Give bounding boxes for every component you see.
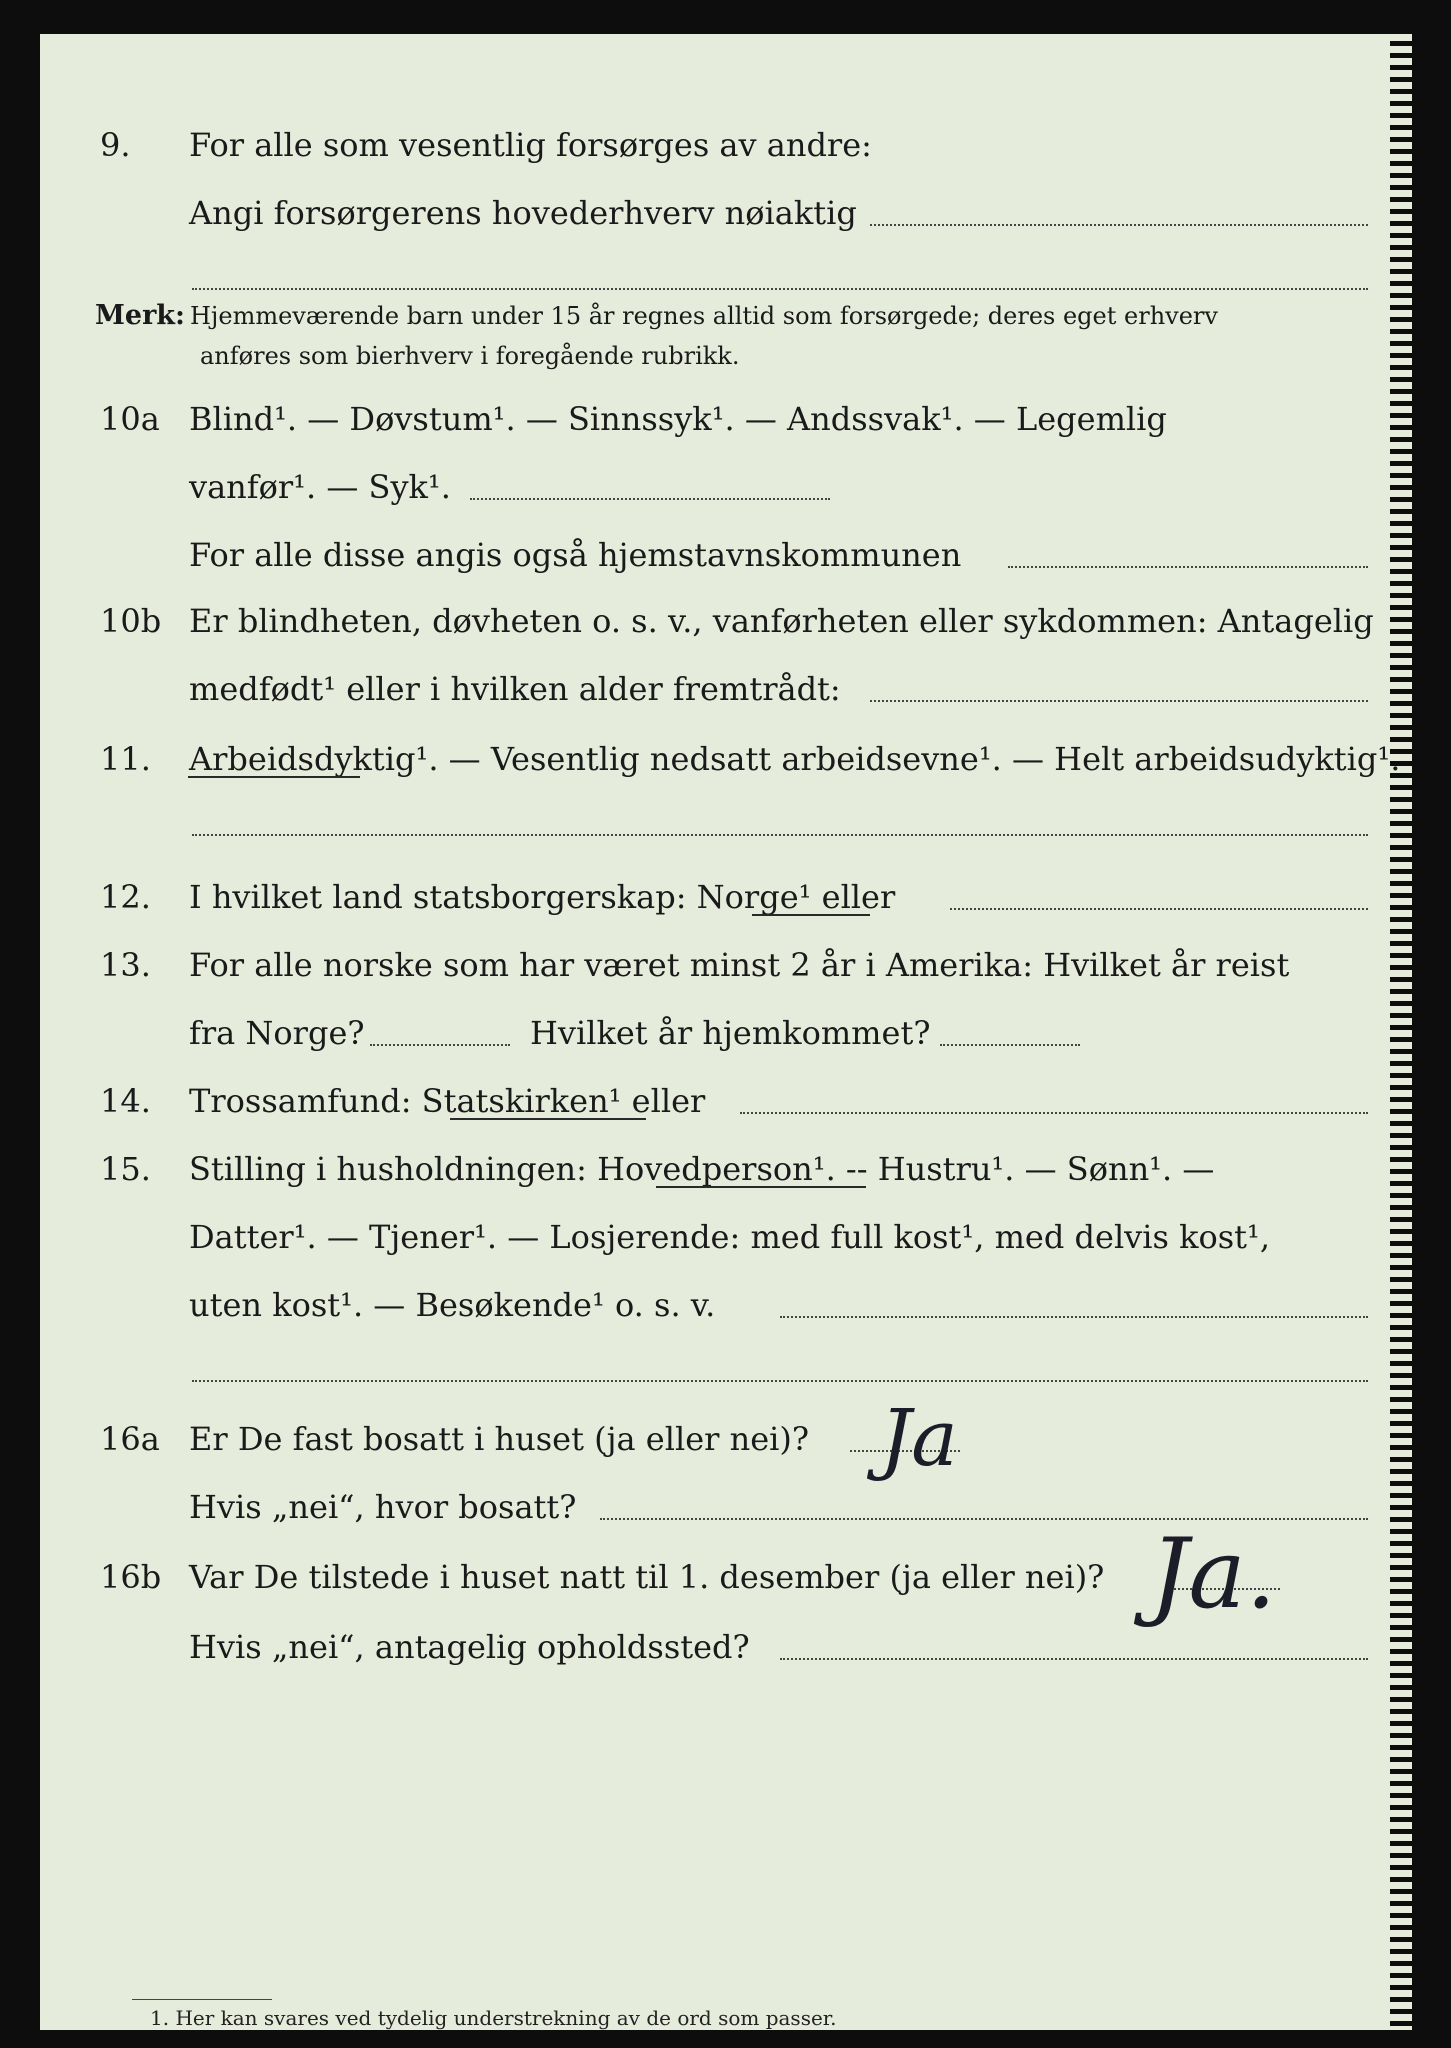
q12-text: I hvilket land statsborgerskap: Norge¹ eller	[189, 878, 896, 916]
q13-answer-field-right[interactable]	[940, 1044, 1080, 1046]
q16b-text: Var De tilstede i huset natt til 1. desember (ja eller nei)?	[189, 1558, 1105, 1596]
q9-answer-field[interactable]	[870, 224, 1368, 226]
q10a-text-2: vanfør¹. — Syk¹.	[189, 468, 451, 506]
census-form-page	[40, 34, 1412, 2030]
q13-text: For alle norske som har været minst 2 år i Amerika: Hvilket år reist	[189, 946, 1290, 984]
q11-text: Arbeidsdyktig¹. — Vesentlig nedsatt arbeidsevne¹. — Helt arbeidsudyktig¹.	[189, 740, 1401, 778]
q13-text-2a: fra Norge?	[189, 1014, 365, 1052]
q13-text-2b: Hvilket år hjemkommet?	[530, 1014, 931, 1052]
q9-text-2: Angi forsørgerens hovederhverv nøiaktig	[189, 194, 857, 232]
q10b-answer-field[interactable]	[870, 700, 1368, 702]
merk-text-2: anføres som bierhverv i foregående rubrikk.	[200, 342, 740, 370]
q15-underline-mark	[656, 1186, 866, 1188]
q9-number: 9.	[100, 126, 131, 164]
q10a-answer-field[interactable]	[470, 498, 830, 500]
q16a-handwritten-answer: Ja	[880, 1394, 958, 1484]
footnote-rule	[132, 1999, 272, 2000]
q14-underline-mark	[450, 1118, 646, 1120]
q15-number: 15.	[100, 1150, 151, 1188]
q12-underline-mark	[752, 914, 870, 916]
q9-text: For alle som vesentlig forsørges av andre:	[189, 126, 872, 164]
q16b-handwritten-answer: Ja.	[1150, 1518, 1277, 1630]
q10b-number: 10b	[100, 602, 162, 640]
q15-answer-field[interactable]	[780, 1316, 1368, 1318]
q9-answer-field-2[interactable]	[192, 288, 1368, 290]
q10a-text-3: For alle disse angis også hjemstavnskommunen	[189, 536, 962, 574]
q14-number: 14.	[100, 1082, 151, 1120]
q10a-answer-field-2[interactable]	[1008, 566, 1368, 568]
merk-label: Merk:	[95, 300, 185, 331]
q16a-text-2: Hvis „nei“, hvor bosatt?	[189, 1488, 577, 1526]
q14-answer-field[interactable]	[740, 1112, 1368, 1114]
q16a-text: Er De fast bosatt i huset (ja eller nei)?	[189, 1420, 810, 1458]
q13-answer-field-left[interactable]	[370, 1044, 510, 1046]
q12-number: 12.	[100, 878, 151, 916]
q15-text-3: uten kost¹. — Besøkende¹ o. s. v.	[189, 1286, 716, 1324]
q16b-text-2: Hvis „nei“, antagelig opholdssted?	[189, 1628, 750, 1666]
perforated-edge	[1390, 34, 1412, 2030]
merk-text: Hjemmeværende barn under 15 år regnes alltid som forsørgede; deres eget erhverv	[190, 302, 1218, 330]
q10a-text: Blind¹. — Døvstum¹. — Sinnssyk¹. — Andssvak¹. — Legemlig	[189, 400, 1167, 438]
q10b-text: Er blindheten, døvheten o. s. v., vanførheten eller sykdommen: Antagelig	[189, 602, 1374, 640]
q11-underline-mark	[188, 776, 360, 778]
q10b-text-2: medfødt¹ eller i hvilken alder fremtrådt:	[189, 670, 841, 708]
q15-text: Stilling i husholdningen: Hovedperson¹. -- Hustru¹. — Sønn¹. —	[189, 1150, 1215, 1188]
q12-answer-field[interactable]	[950, 908, 1368, 910]
q10a-number: 10a	[100, 400, 160, 438]
footnote: 1. Her kan svares ved tydelig understrekning av de ord som passer.	[150, 2006, 837, 2030]
q13-number: 13.	[100, 946, 151, 984]
q16b-number: 16b	[100, 1558, 162, 1596]
q16a-number: 16a	[100, 1420, 160, 1458]
q16b-answer-field-2[interactable]	[780, 1658, 1368, 1660]
q14-text: Trossamfund: Statskirken¹ eller	[189, 1082, 706, 1120]
q15-text-2: Datter¹. — Tjener¹. — Losjerende: med full kost¹, med delvis kost¹,	[189, 1218, 1271, 1256]
q15-answer-field-2[interactable]	[192, 1380, 1368, 1382]
q11-number: 11.	[100, 740, 151, 778]
q11-answer-field[interactable]	[192, 834, 1368, 836]
